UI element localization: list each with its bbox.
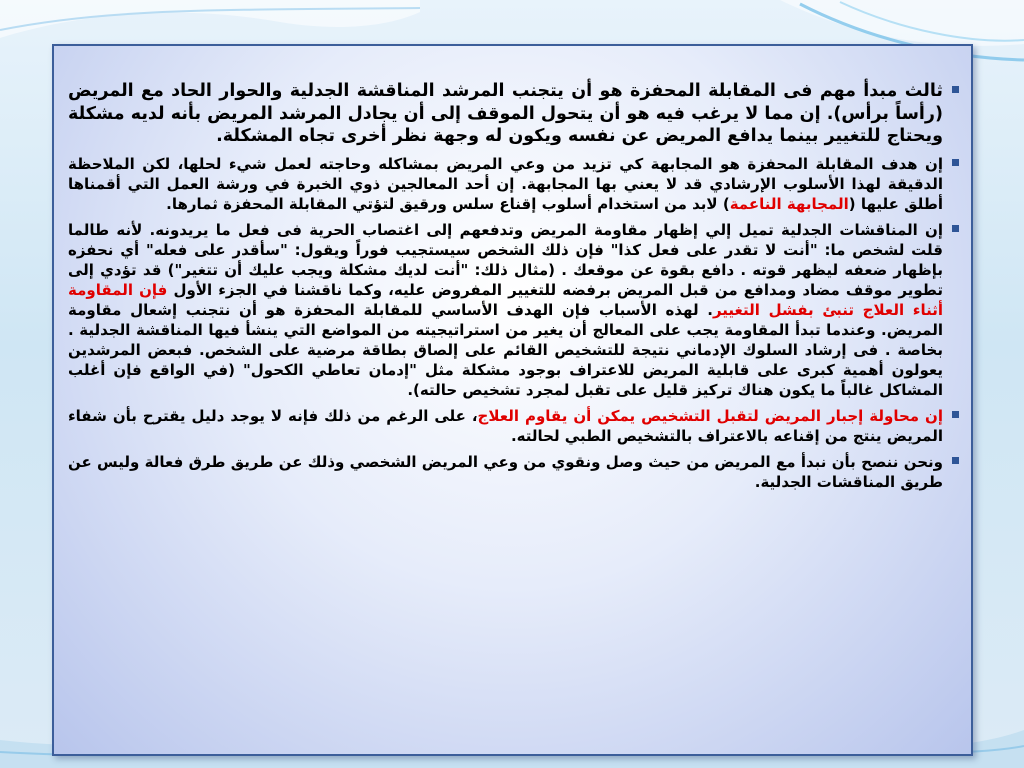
- text-body: [68, 80, 959, 498]
- paragraph-5: [68, 452, 959, 492]
- paragraph-2: [68, 154, 959, 214]
- paragraph-3: [68, 220, 959, 400]
- bullet-square-icon: [952, 86, 959, 93]
- bullet-square-icon: [952, 457, 959, 464]
- paragraph-2-highlight: المجابهة الناعمة: [729, 194, 849, 213]
- paragraph-5-text: ونحن ننصح بأن نبدأ مع المريض من حيث وصل ونقوي من وعي المريض الشخصي وذلك عن طريق طرق فعالة وليس عن طريق المناقشات الجدلية.: [68, 452, 943, 491]
- slide-content-panel: [52, 44, 973, 756]
- paragraph-2-text-after: ) لابد من استخدام أسلوب إقناع سلس ورقيق لتؤتي المقابلة المحفزة ثمارها.: [166, 194, 730, 213]
- paragraph-4-highlight: إن محاولة إجبار المريض لتقبل التشخيص يمكن أن يقاوم العلاج: [477, 406, 943, 425]
- paragraph-3-highlight: فإن المقاومة أثناء العلاج تنبئ بفشل التغيير: [68, 280, 943, 319]
- paragraph-2-text-before: إن هدف المقابلة المحفزة هو المجابهة كي تزيد من وعي المريض بمشاكله وحاجته لعمل شيء لحلها، لكن الملاحظة الدقيقة لهذا الأسلوب الإرشادي قد لا يعني بها المجابهة. إن أحد المعالجين ذوي الخبرة في ورشة العمل التي أقمناها أطلق عليها (: [68, 154, 943, 213]
- bullet-square-icon: [952, 159, 959, 166]
- paragraph-1-text: ثالث مبدأ مهم فى المقابلة المحفزة هو أن يتجنب المرشد المناقشة الجدلية والحوار الحاد مع المريض (رأساً برأس). إن مما لا يرغب فيه هو أن يتحول الموقف إلى أن يجادل المرشد المريض بأنه لديه مشكلة ويحتاج للتغيير بينما يدافع المريض عن نفسه ويكون له وجهة نظر أخرى تجاه المشكلة.: [68, 81, 943, 146]
- paragraph-1: [68, 80, 959, 148]
- bullet-square-icon: [952, 411, 959, 418]
- paragraph-3-text-before: إن المناقشات الجدلية تميل إلي إظهار مقاومة المريض وتدفعهم إلى اغتصاب الحرية فى فعل ما يريدونه. لأنه طالما قلت لشخص ما: "أنت لا تقدر على فعل كذا" فإن ذلك الشخص سيستجيب فوراً ويقول: "سأقدر على فعله" أي نحفزه بإظهار ضعفه ليظهر قوته . دافع بقوة عن موقعك . (مثال ذلك: "أنت لديك مشكلة ويجب عليك أن تتغير") قد تؤدي إلى تطوير موقف مضاد ومدافع من قبل المريض برفضه للتغيير المفروض عليه، وكما ناقشنا في الجزء الأول: [68, 220, 943, 299]
- paragraph-4-text-after: ، على الرغم من ذلك فإنه لا يوجد دليل يقترح بأن شفاء المريض ينتج من إقناعه بالاعتراف بالتشخيص الطبي لحالته.: [68, 406, 943, 445]
- bullet-square-icon: [952, 225, 959, 232]
- paragraph-4: [68, 406, 959, 446]
- paragraph-3-text-after: . لهذه الأسباب فإن الهدف الأساسي للمقابلة المحفزة هو أن نتجنب إشعال مقاومة المريض. وعندما تبدأ المقاومة يجب على المعالج أن يغير من استراتيجيته من المواضع التي ينشأ فيها المناقشة الجدلية . بخاصة . فى إرشاد السلوك الإدماني نتيجة للتشخيص القائم على إلصاق بطاقة مرضية على الشخص. فبعض المرشدين يعولون أهمية كبرى على قابلية المريض للاعتراف بوجود مشكلة مثل "إدمان تعاطي الكحول" (في الواقع فإن أغلب المشاكل غالباً ما يكون هناك تركيز قليل على تقبل لمجرد تشخيص حالته).: [68, 300, 943, 399]
